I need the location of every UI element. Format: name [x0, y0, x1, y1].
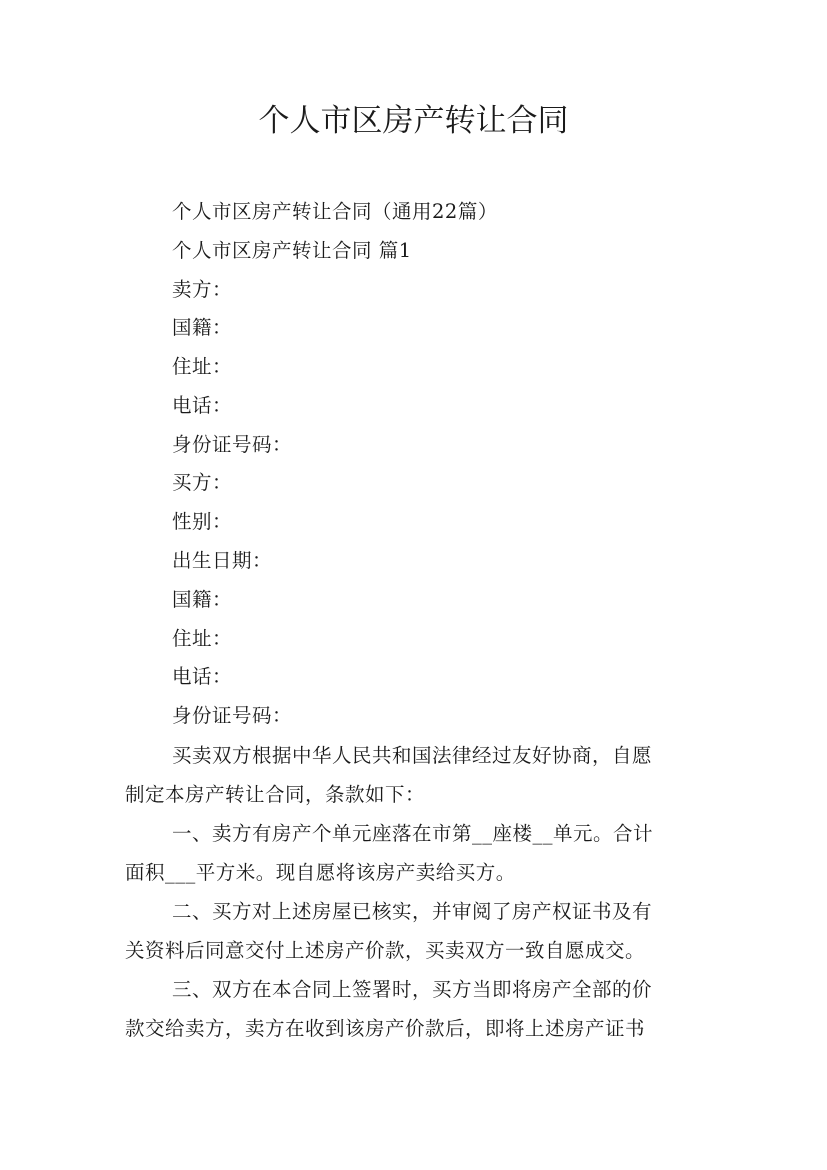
- document-title: 个人市区房产转让合同: [258, 103, 569, 139]
- paragraph-intro: [125, 736, 715, 814]
- paragraph-line: 款交给卖方，卖方在收到该房产价款后，即将上述房产证书: [125, 1017, 646, 1040]
- seller-id-label: 身份证号码：: [172, 433, 293, 456]
- paragraph-clause-3: [125, 970, 715, 1048]
- buyer-nationality-label: 国籍：: [172, 588, 233, 611]
- seller-address-label: 住址：: [172, 355, 233, 378]
- paragraph-line: 三、双方在本合同上签署时，买方当即将房产全部的价: [172, 978, 653, 1001]
- paragraph-line: 买卖双方根据中华人民共和国法律经过友好协商，自愿: [172, 744, 653, 767]
- document-subtitle: 个人市区房产转让合同（通用22篇）: [172, 200, 498, 223]
- paragraph-line: 一、卖方有房产个单元座落在市第__座楼__单元。合计: [172, 822, 654, 845]
- paragraph-line: 二、买方对上述房屋已核实，并审阅了房产权证书及有: [172, 900, 653, 923]
- seller-nationality-label: 国籍：: [172, 316, 233, 339]
- buyer-birth-date-label: 出生日期：: [172, 549, 273, 572]
- buyer-phone-label: 电话：: [172, 665, 233, 688]
- seller-label: 卖方：: [172, 278, 233, 301]
- paragraph-clause-2: [125, 892, 715, 970]
- paragraph-line: 关资料后同意交付上述房产价款，买卖双方一致自愿成交。: [125, 939, 646, 962]
- buyer-gender-label: 性别：: [172, 510, 233, 533]
- seller-phone-label: 电话：: [172, 394, 233, 417]
- paragraph-line: 制定本房产转让合同，条款如下：: [125, 783, 426, 806]
- buyer-id-label: 身份证号码：: [172, 704, 293, 727]
- paragraph-line: 面积___平方米。现自愿将该房产卖给买方。: [125, 861, 516, 884]
- paragraph-clause-1: [125, 814, 715, 892]
- section-heading: 个人市区房产转让合同 篇1: [172, 239, 412, 262]
- buyer-label: 买方：: [172, 471, 233, 494]
- buyer-address-label: 住址：: [172, 627, 233, 650]
